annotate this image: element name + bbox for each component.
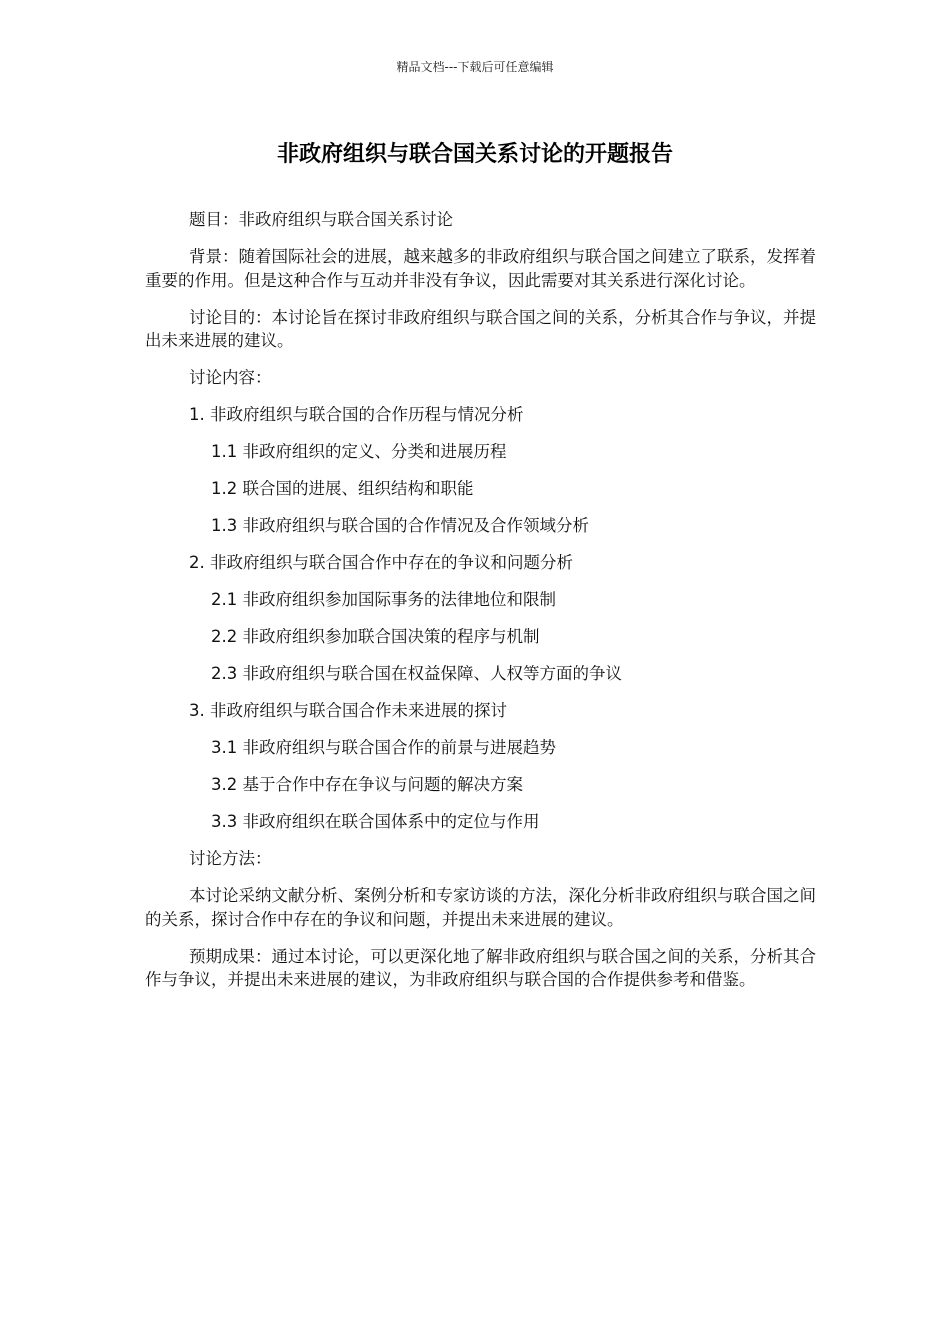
outline-item: 1. 非政府组织与联合国的合作历程与情况分析 — [189, 405, 524, 424]
outline-subitem: 2.2 非政府组织参加联合国决策的程序与机制 — [211, 627, 540, 646]
purpose-paragraph: 讨论目的：本讨论旨在探讨非政府组织与联合国之间的关系，分析其合作与争议，并提出未来进展的建议。 — [145, 307, 816, 350]
method-paragraph: 本讨论采纳文献分析、案例分析和专家访谈的方法，深化分析非政府组织与联合国之间的关系，探讨合作中存在的争议和问题，并提出未来进展的建议。 — [145, 886, 816, 929]
outcome-paragraph: 预期成果：通过本讨论，可以更深化地了解非政府组织与联合国之间的关系，分析其合作与争议，并提出未来进展的建议，为非政府组织与联合国的合作提供参考和借鉴。 — [145, 946, 816, 989]
background-paragraph: 背景：随着国际社会的进展，越来越多的非政府组织与联合国之间建立了联系，发挥着重要的作用。但是这种合作与互动并非没有争议，因此需要对其关系进行深化讨论。 — [145, 247, 816, 290]
topic-paragraph: 题目：非政府组织与联合国关系讨论 — [189, 210, 453, 229]
outline-subitem: 3.3 非政府组织在联合国体系中的定位与作用 — [211, 812, 540, 831]
header-note: 精品文档---下载后可任意编辑 — [396, 60, 554, 74]
outline-subitem: 1.1 非政府组织的定义、分类和进展历程 — [211, 442, 507, 461]
outline — [145, 403, 817, 834]
outline-subitem: 3.1 非政府组织与联合国合作的前景与进展趋势 — [211, 738, 556, 757]
outline-subitem: 1.2 联合国的进展、组织结构和职能 — [211, 479, 474, 498]
outline-item: 2. 非政府组织与联合国合作中存在的争议和问题分析 — [189, 553, 573, 572]
method-heading: 讨论方法： — [189, 849, 272, 868]
content-heading: 讨论内容： — [189, 368, 272, 387]
document-body — [145, 208, 817, 1005]
document-title: 非政府组织与联合国关系讨论的开题报告 — [276, 142, 673, 167]
outline-subitem: 2.1 非政府组织参加国际事务的法律地位和限制 — [211, 590, 556, 609]
outline-subitem: 2.3 非政府组织与联合国在权益保障、人权等方面的争议 — [211, 664, 622, 683]
outline-subitem: 3.2 基于合作中存在争议与问题的解决方案 — [211, 775, 523, 794]
outline-subitem: 1.3 非政府组织与联合国的合作情况及合作领域分析 — [211, 516, 589, 535]
outline-item: 3. 非政府组织与联合国合作未来进展的探讨 — [189, 701, 507, 720]
